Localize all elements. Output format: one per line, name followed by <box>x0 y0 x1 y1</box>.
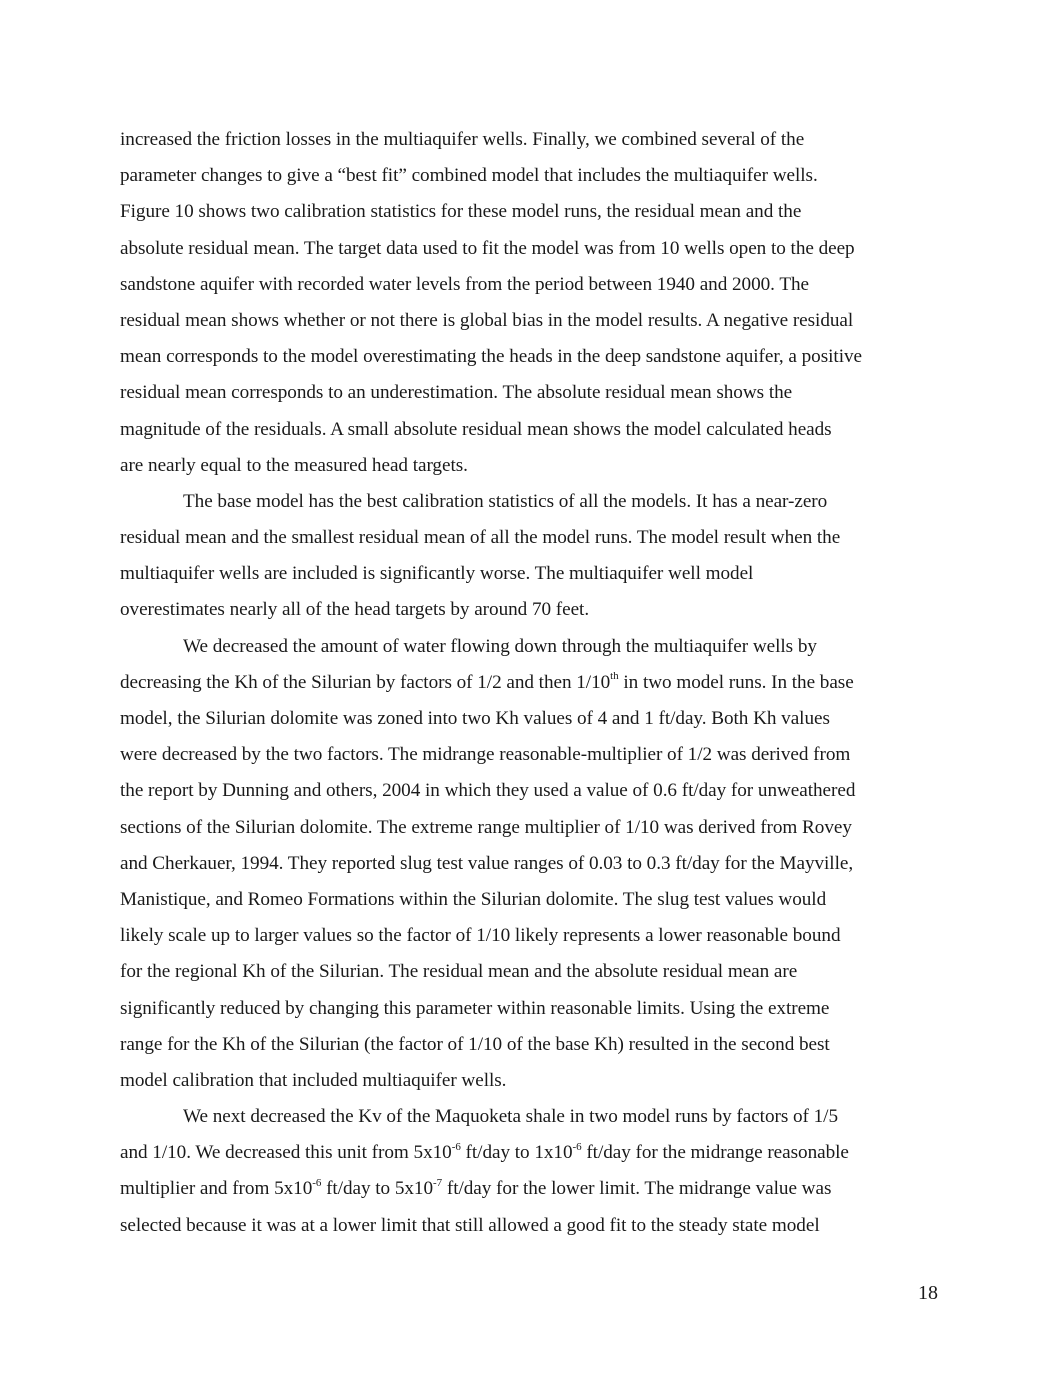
superscript: -6 <box>451 1140 461 1153</box>
superscript: -6 <box>312 1177 322 1190</box>
text-line: The base model has the best calibration statistics of all the models. It has a near-zero <box>183 490 828 512</box>
text-line: magnitude of the residuals. A small absolute residual mean shows the model calculated heads <box>120 418 832 440</box>
paragraph <box>120 1099 950 1244</box>
text-line: were decreased by the two factors. The midrange reasonable-multiplier of 1/2 was derived from <box>120 744 851 766</box>
text-line: absolute residual mean. The target data used to fit the model was from 10 wells open to the deep <box>120 237 855 259</box>
text-segment: ft/day for the midrange reasonable <box>581 1142 849 1164</box>
text-line: are nearly equal to the measured head targets. <box>120 454 468 476</box>
text-line: range for the Kh of the Silurian (the factor of 1/10 of the base Kh) resulted in the second best <box>120 1033 830 1055</box>
text-line: Figure 10 shows two calibration statistics for these model runs, the residual mean and the <box>120 201 802 223</box>
text-line <box>120 1135 950 1171</box>
text-segment: ft/day for the lower limit. The midrange value was <box>442 1178 832 1200</box>
text-line: sections of the Silurian dolomite. The extreme range multiplier of 1/10 was derived from Rovey <box>120 816 852 838</box>
superscript: th <box>610 670 619 683</box>
paragraph <box>120 629 950 1099</box>
superscript: -6 <box>572 1140 582 1153</box>
document-body <box>120 122 950 1244</box>
superscript: -7 <box>433 1177 443 1190</box>
text-line: We next decreased the Kv of the Maquoketa shale in two model runs by factors of 1/5 <box>183 1106 839 1128</box>
text-line: residual mean corresponds to an underestimation. The absolute residual mean shows the <box>120 382 793 404</box>
text-line: for the regional Kh of the Silurian. The residual mean and the absolute residual mean are <box>120 961 798 983</box>
text-line: increased the friction losses in the multiaquifer wells. Finally, we combined several of the <box>120 129 805 150</box>
text-line: the report by Dunning and others, 2004 in which they used a value of 0.6 ft/day for unweathered <box>120 780 856 802</box>
text-line: sandstone aquifer with recorded water levels from the period between 1940 and 2000. The <box>120 273 810 295</box>
text-line: likely scale up to larger values so the factor of 1/10 likely represents a lower reasonable bound <box>120 925 841 947</box>
text-line: parameter changes to give a “best fit” combined model that includes the multiaquifer wells. <box>120 165 818 187</box>
text-line <box>120 1171 950 1207</box>
text-line: mean corresponds to the model overestimating the heads in the deep sandstone aquifer, a positive <box>120 346 862 368</box>
page-number: 18 <box>918 1282 938 1304</box>
text-segment: decreasing the Kh of the Silurian by factors of 1/2 and then 1/10 <box>120 671 611 693</box>
text-segment: multiplier and from 5x10 <box>120 1178 313 1200</box>
text-line: residual mean shows whether or not there is global bias in the model results. A negative residual <box>120 309 854 331</box>
text-line: Manistique, and Romeo Formations within the Silurian dolomite. The slug test values would <box>120 888 827 910</box>
text-line: model, the Silurian dolomite was zoned into two Kh values of 4 and 1 ft/day. Both Kh values <box>120 708 830 729</box>
text-line: residual mean and the smallest residual mean of all the model runs. The model result when the <box>120 527 841 549</box>
paragraph <box>120 122 950 484</box>
text-line: multiaquifer wells are included is significantly worse. The multiaquifer well model <box>120 563 754 585</box>
text-line: model calibration that included multiaquifer wells. <box>120 1069 507 1091</box>
text-line <box>120 665 950 701</box>
text-line: overestimates nearly all of the head targets by around 70 feet. <box>120 599 590 621</box>
text-line: We decreased the amount of water flowing down through the multiaquifer wells by <box>183 635 817 657</box>
paragraph <box>120 484 950 629</box>
text-segment: ft/day to 5x10 <box>321 1178 434 1200</box>
text-line: and Cherkauer, 1994. They reported slug test value ranges of 0.03 to 0.3 ft/day for the Mayville, <box>120 852 854 874</box>
text-segment: in two model runs. In the base <box>618 671 854 693</box>
text-line: selected because it was at a lower limit that still allowed a good fit to the steady state model <box>120 1214 820 1236</box>
text-segment: ft/day to 1x10 <box>460 1142 573 1164</box>
text-segment: and 1/10. We decreased this unit from 5x10 <box>120 1142 452 1164</box>
text-line: significantly reduced by changing this parameter within reasonable limits. Using the extreme <box>120 997 830 1019</box>
